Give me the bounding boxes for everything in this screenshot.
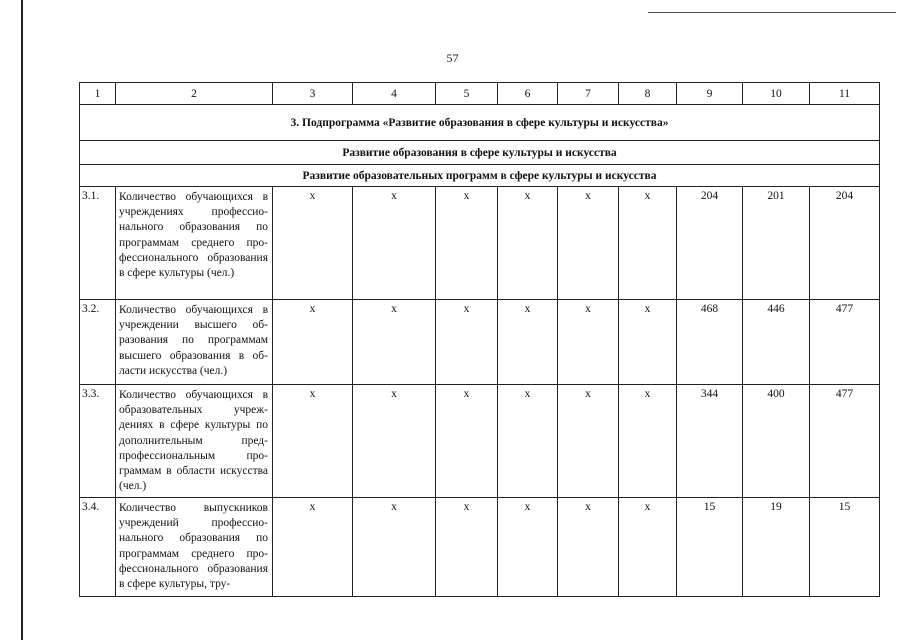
column-header: 10 (743, 83, 810, 105)
cell-x: х (273, 187, 353, 300)
value-cell: 400 (743, 385, 810, 498)
table-row (80, 187, 880, 300)
subsection-title: Развитие образования в сфере культуры и искусства (80, 141, 880, 165)
value-cell: 477 (810, 385, 880, 498)
value-cell: 15 (810, 498, 880, 597)
row-number: 3.2. (80, 300, 116, 385)
value-cell: 344 (677, 385, 743, 498)
page-number: 57 (446, 51, 459, 65)
top-decor-rule (648, 12, 896, 13)
row-number: 3.1. (80, 187, 116, 300)
indicator-text: Количество обучающихся в учреждении высшего образования по программам высшего образования в области искусства (чел.) (116, 300, 273, 385)
column-header: 5 (436, 83, 498, 105)
cell-x: х (558, 498, 619, 597)
value-cell: 446 (743, 300, 810, 385)
cell-x: х (436, 498, 498, 597)
column-number-row (80, 83, 880, 105)
cell-x: х (558, 187, 619, 300)
column-header: 1 (80, 83, 116, 105)
left-margin-rule (21, 0, 23, 640)
cell-x: х (498, 300, 558, 385)
cell-x: х (498, 385, 558, 498)
column-header: 8 (619, 83, 677, 105)
column-header: 6 (498, 83, 558, 105)
column-header: 3 (273, 83, 353, 105)
indicator-text: Количество обучающихся в учреждениях профессионального образования по программам среднего профессионального образования в сфере культуры (чел.) (116, 187, 273, 300)
column-header: 4 (353, 83, 436, 105)
cell-x: х (619, 187, 677, 300)
cell-x: х (619, 498, 677, 597)
column-header: 9 (677, 83, 743, 105)
column-header: 2 (116, 83, 273, 105)
value-cell: 204 (677, 187, 743, 300)
column-header: 11 (810, 83, 880, 105)
cell-x: х (273, 385, 353, 498)
cell-x: х (353, 300, 436, 385)
subsubsection-title: Развитие образовательных программ в сфере культуры и искусства (80, 165, 880, 187)
value-cell: 477 (810, 300, 880, 385)
cell-x: х (498, 187, 558, 300)
row-number: 3.3. (80, 385, 116, 498)
cell-x: х (273, 300, 353, 385)
table-row (80, 385, 880, 498)
column-header: 7 (558, 83, 619, 105)
cell-x: х (619, 300, 677, 385)
cell-x: х (353, 385, 436, 498)
cell-x: х (353, 187, 436, 300)
value-cell: 19 (743, 498, 810, 597)
value-cell: 468 (677, 300, 743, 385)
cell-x: х (558, 385, 619, 498)
cell-x: х (436, 300, 498, 385)
value-cell: 204 (810, 187, 880, 300)
indicator-table (79, 82, 880, 597)
cell-x: х (619, 385, 677, 498)
cell-x: х (436, 187, 498, 300)
indicator-text: Количество обучающихся в образовательных учреждениях в сфере культуры по дополнительным предпрофессиональным программам в области искусства (чел.) (116, 385, 273, 498)
value-cell: 15 (677, 498, 743, 597)
cell-x: х (353, 498, 436, 597)
cell-x: х (436, 385, 498, 498)
row-number: 3.4. (80, 498, 116, 597)
cell-x: х (498, 498, 558, 597)
cell-x: х (273, 498, 353, 597)
section-title: 3. Подпрограмма «Развитие образования в сфере культуры и искусства» (80, 105, 880, 141)
indicator-text: Количество выпускников учреждений профессионального образования по программам среднего профессионального образования в сфере культуры, тру- (116, 498, 273, 597)
value-cell: 201 (743, 187, 810, 300)
cell-x: х (558, 300, 619, 385)
table-row (80, 498, 880, 597)
table-row (80, 300, 880, 385)
